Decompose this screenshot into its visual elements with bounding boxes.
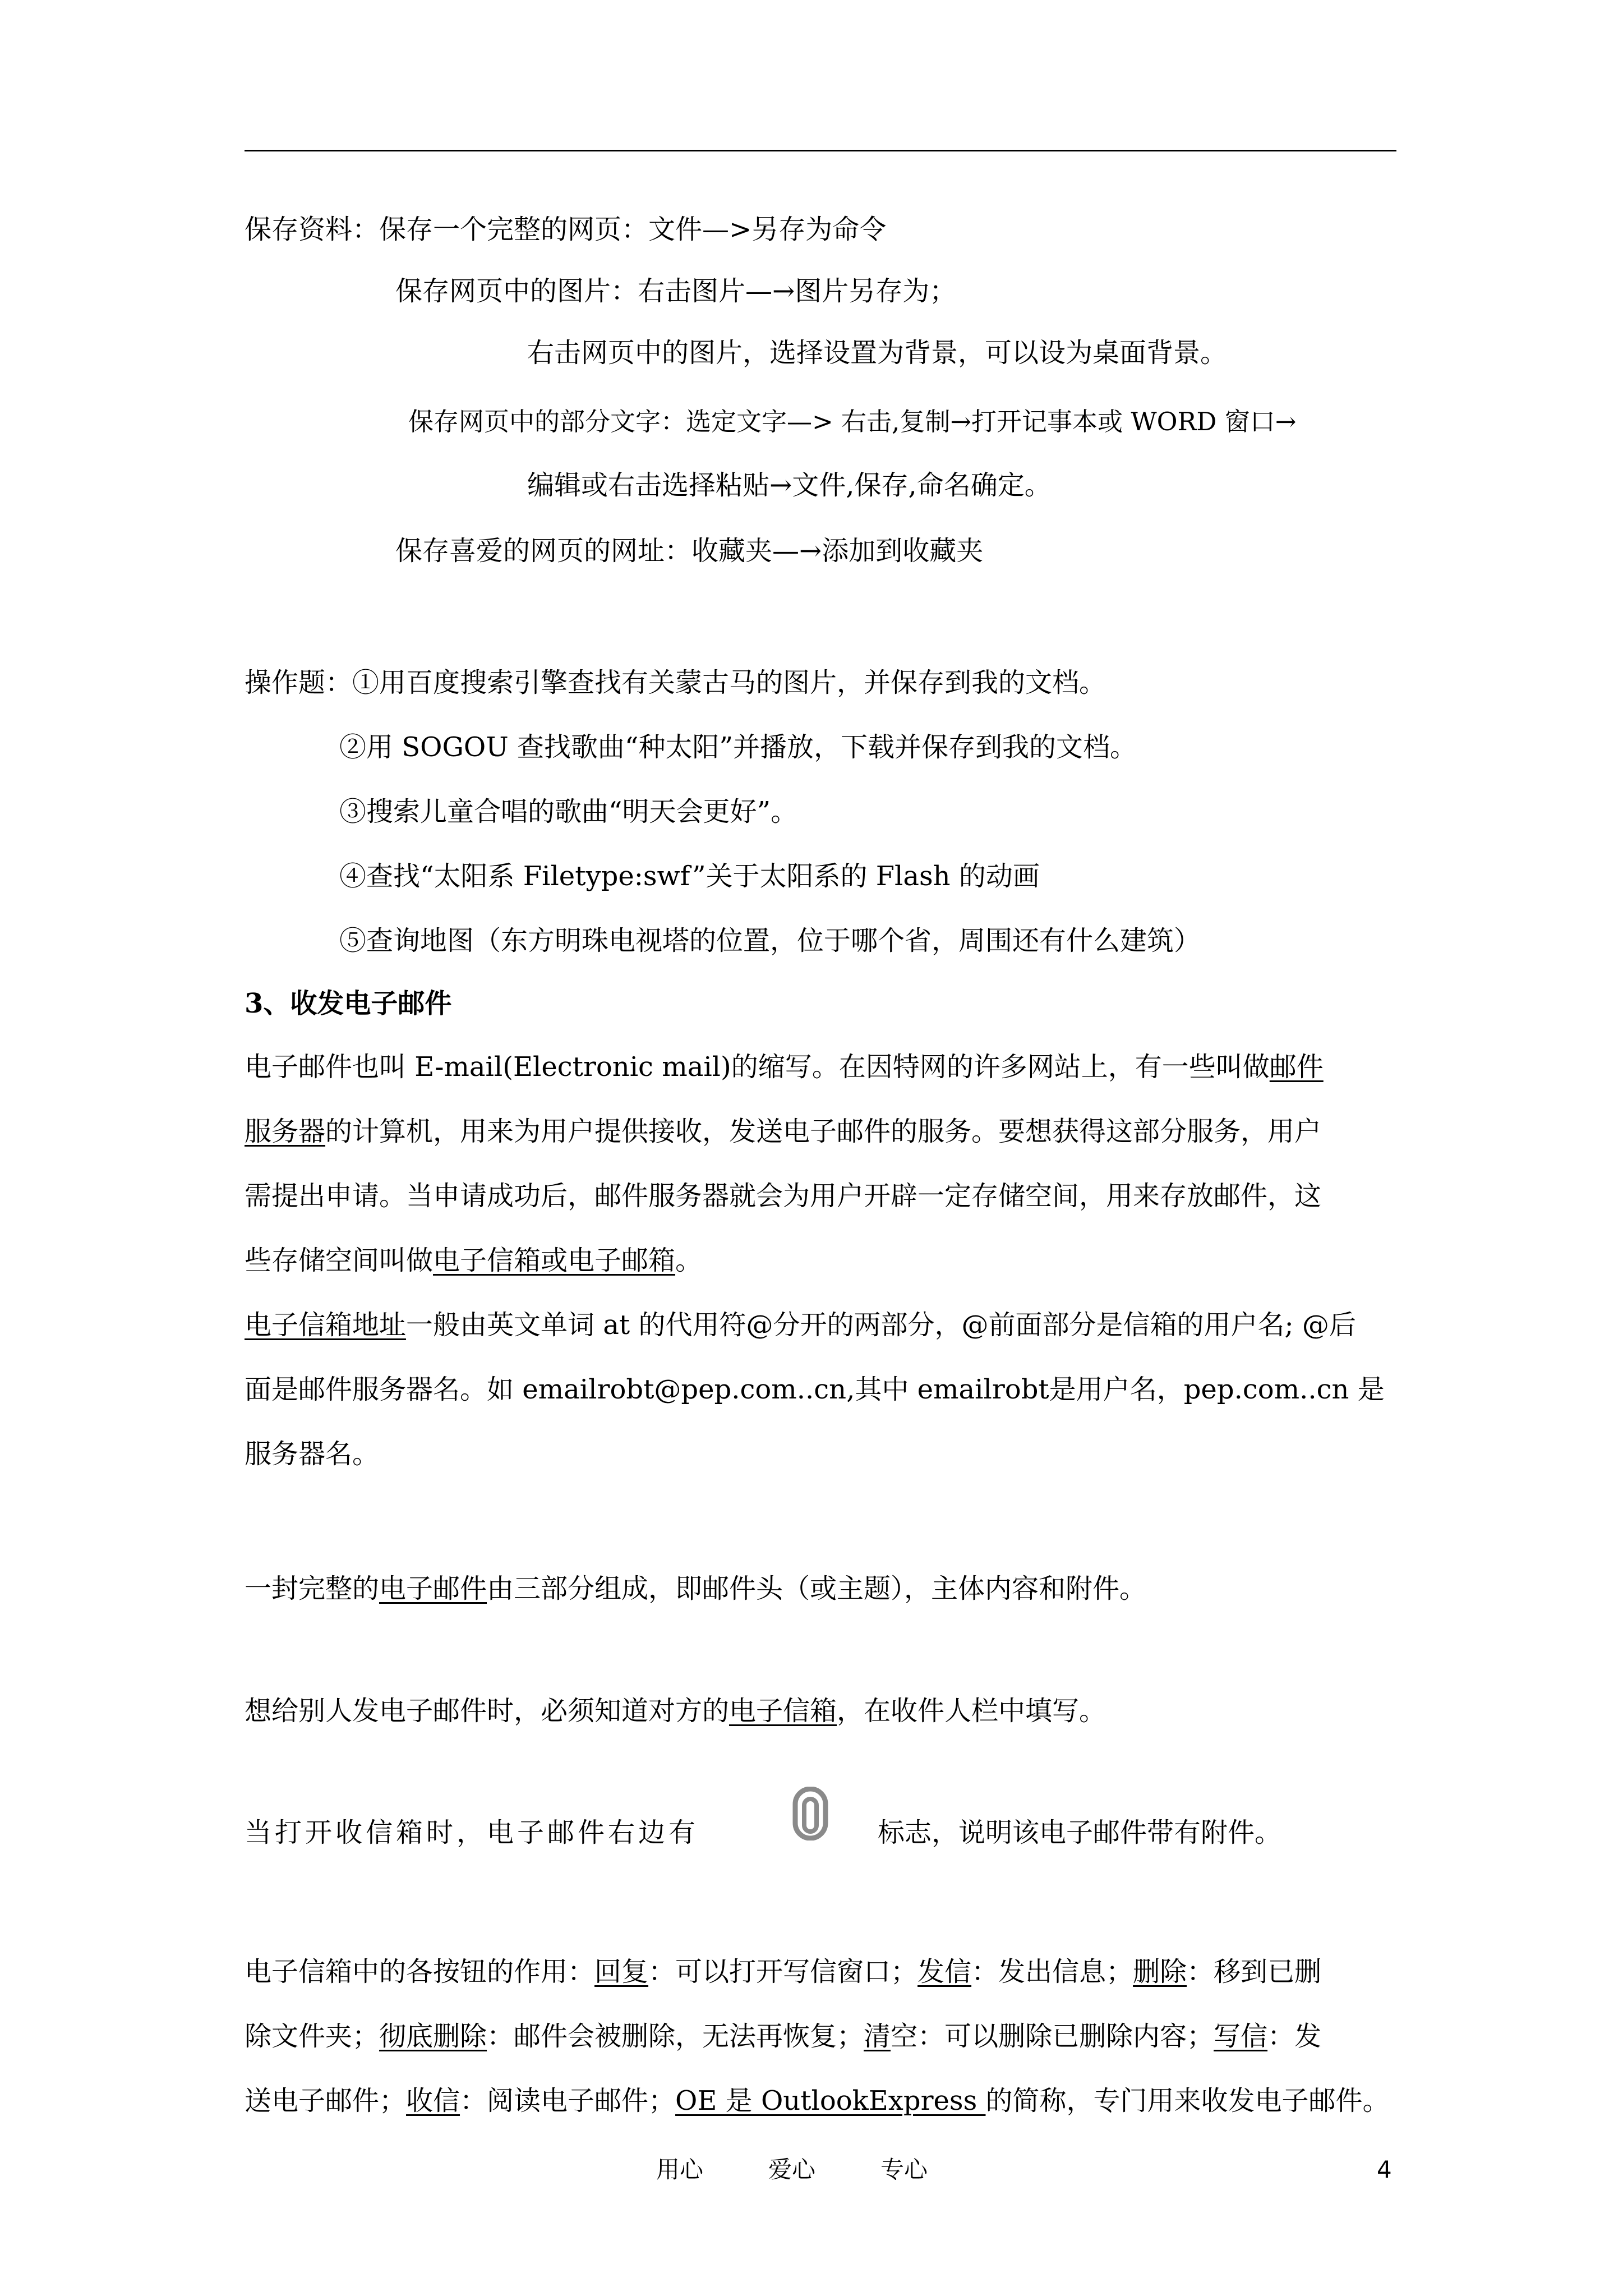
- header-rule: [245, 150, 1396, 151]
- page-number: 4: [1377, 2156, 1392, 2183]
- term-receive: 收信: [406, 2085, 460, 2116]
- term-mail-server-a: 邮件: [1269, 1051, 1324, 1083]
- p6-text: 空：可以删除已删除内容；: [891, 2021, 1214, 2052]
- p1-line-4: [245, 1243, 702, 1278]
- p1-line-3: 需提出申请。当申请成功后，邮件服务器就会为用户开辟一定存储空间，用来存放邮件，这: [245, 1180, 1322, 1212]
- save-line-3: 右击网页中的图片，选择设置为背景，可以设为桌面背景。: [527, 337, 1228, 369]
- p2-line-1: [245, 1307, 1356, 1343]
- save-line-1: 保存资料：保存一个完整的网页：文件—>另存为命令: [245, 214, 887, 245]
- p6-text: ：阅读电子邮件；: [460, 2085, 676, 2116]
- section-heading: 3、收发电子邮件: [245, 988, 452, 1019]
- p6-text: ：发: [1267, 2021, 1322, 2052]
- save-line-5: 编辑或右击选择粘贴→文件,保存,命名确定。: [527, 470, 1052, 501]
- term-recipient-mailbox: 电子信箱: [729, 1695, 837, 1727]
- p2-text: 一般由英文单词 at 的代用符@分开的两部分，@前面部分是信箱的用户名; @后: [406, 1309, 1356, 1341]
- p5-text-b: 标志，说明该电子邮件带有附件。: [878, 1817, 1282, 1848]
- p6-text: 除文件夹；: [245, 2021, 380, 2052]
- p1-text: 。: [675, 1245, 703, 1276]
- p1-text: 电子邮件也叫 E-mail(Electronic mail)的缩写。在因特网的许多网站上，有一些叫做: [245, 1051, 1270, 1083]
- term-mailbox: 电子信箱或电子邮箱: [433, 1245, 676, 1276]
- term-oe: OE 是 OutlookExpress: [675, 2085, 986, 2116]
- term-write: 写信: [1214, 2021, 1268, 2052]
- p3-line: [245, 1571, 1146, 1607]
- footer-word-1: 用心: [656, 2156, 704, 2183]
- term-mailbox-address: 电子信箱地址: [245, 1309, 407, 1341]
- exercise-line-2: ②用 SOGOU 查找歌曲“种太阳”并播放，下载并保存到我的文档。: [339, 731, 1137, 763]
- p5-text-a: 当打开收信箱时，电子邮件右边有: [245, 1817, 699, 1848]
- p1-line-2: [245, 1114, 1321, 1149]
- exercise-line-1: 操作题：①用百度搜索引擎查找有关蒙古马的图片，并保存到我的文档。: [245, 667, 1106, 698]
- term-send: 发信: [917, 1956, 972, 1987]
- p1-text: 些存储空间叫做: [245, 1245, 434, 1276]
- p6-line-3: [245, 2083, 1389, 2119]
- exercise-line-4: ④查找“太阳系 Filetype:swf”关于太阳系的 Flash 的动画: [339, 861, 1040, 892]
- paperclip-icon: [791, 1787, 830, 1841]
- p6-line-1: [245, 1954, 1321, 1990]
- p6-text: ：移到已删: [1187, 1956, 1322, 1987]
- p6-text: 送电子邮件；: [245, 2085, 407, 2116]
- p4-text: ，在收件人栏中填写。: [837, 1695, 1106, 1727]
- p2-line-3: 服务器名。: [245, 1438, 380, 1470]
- term-delete: 删除: [1133, 1956, 1187, 1987]
- p6-text: 电子信箱中的各按钮的作用：: [245, 1956, 595, 1987]
- exercise-line-5: ⑤查询地图（东方明珠电视塔的位置，位于哪个省，周围还有什么建筑）: [339, 925, 1201, 956]
- save-line-4: 保存网页中的部分文字：选定文字—> 右击,复制→打开记事本或 WORD 窗口→: [408, 407, 1297, 436]
- p6-line-2: [245, 2018, 1321, 2054]
- p4-text: 想给别人发电子邮件时，必须知道对方的: [245, 1695, 730, 1727]
- term-email: 电子邮件: [379, 1573, 487, 1604]
- exercise-line-3: ③搜索儿童合唱的歌曲“明天会更好”。: [339, 796, 798, 827]
- p2-line-2: 面是邮件服务器名。如 emailrobt@pep.com..cn,其中 emailrobt是用户名，pep.com..cn 是: [245, 1374, 1385, 1405]
- term-clear: 清: [864, 2021, 891, 2052]
- p6-text: ：可以打开写信窗口；: [648, 1956, 918, 1987]
- p1-text: 的计算机，用来为用户提供接收，发送电子邮件的服务。要想获得这部分服务，用户: [325, 1116, 1322, 1147]
- term-permanent-delete: 彻底删除: [379, 2021, 487, 2052]
- p4-line: [245, 1693, 1106, 1729]
- p3-text: 一封完整的: [245, 1573, 380, 1604]
- p6-text: 的简称，专门用来收发电子邮件。: [985, 2085, 1390, 2116]
- p6-text: ：发出信息；: [971, 1956, 1133, 1987]
- p3-text: 由三部分组成，即邮件头（或主题），主体内容和附件。: [487, 1573, 1147, 1604]
- save-line-2: 保存网页中的图片：右击图片—→图片另存为；: [395, 275, 957, 307]
- save-line-6: 保存喜爱的网页的网址：收藏夹—→添加到收藏夹: [395, 535, 984, 567]
- term-mail-server-b: 服务器: [245, 1116, 326, 1147]
- p1-line-1: [245, 1049, 1324, 1085]
- term-reply: 回复: [594, 1956, 649, 1987]
- footer-word-2: 爱心: [768, 2156, 816, 2183]
- p6-text: ：邮件会被删除，无法再恢复；: [487, 2021, 864, 2052]
- footer-word-3: 专心: [880, 2156, 928, 2183]
